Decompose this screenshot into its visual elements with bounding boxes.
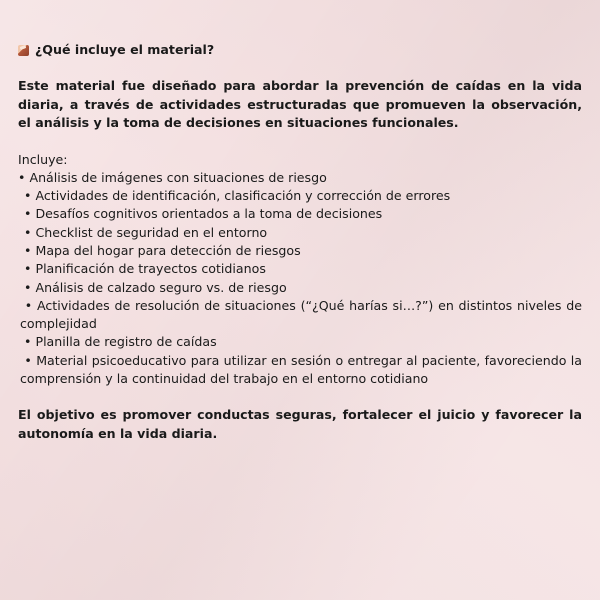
section-heading — [18, 41, 582, 59]
bullet: • — [24, 352, 32, 368]
bullet: • — [24, 206, 32, 222]
document-body — [18, 41, 582, 443]
heading-text: ¿Qué incluye el material? — [35, 42, 215, 57]
list-item: • Material psicoeducativo para utilizar en sesión o entregar al paciente, favoreciendo la comprensión y la continuidad del trabajo en el entorno cotidiano — [20, 352, 582, 387]
list-item: • Análisis de imágenes con situaciones de riesgo — [18, 169, 327, 185]
bullet: • — [24, 188, 32, 204]
bullet: • — [24, 297, 33, 313]
bullet: • — [24, 242, 32, 258]
list-item: • Actividades de resolución de situaciones (“¿Qué harías si…?”) en distintos niveles de complejidad — [20, 297, 582, 332]
list-item: • Planificación de trayectos cotidianos — [24, 261, 266, 277]
list-item: • Desafíos cognitivos orientados a la toma de decisiones — [24, 206, 383, 222]
intro-paragraph: Este material fue diseñado para abordar la prevención de caídas en la vida diaria, a través de actividades estructuradas que promueven la observación, el análisis y la toma de decisiones en situaciones funcionales. — [18, 78, 582, 130]
objective-paragraph: El objetivo es promover conductas seguras, fortalecer el juicio y favorecer la autonomía en la vida diaria. — [18, 407, 582, 441]
list-item: • Planilla de registro de caídas — [24, 334, 217, 350]
spacer — [18, 388, 582, 406]
list-item: • Análisis de calzado seguro vs. de riesgo — [24, 279, 287, 295]
list-item: • Mapa del hogar para detección de riesgos — [24, 242, 301, 258]
bullet: • — [24, 224, 32, 240]
bullet: • — [24, 279, 32, 295]
bullet: • — [18, 169, 26, 185]
bullet: • — [24, 334, 32, 350]
list-item: • Actividades de identificación, clasificación y corrección de errores — [24, 188, 451, 204]
includes-list — [18, 169, 582, 389]
includes-label: Incluye: — [18, 151, 68, 167]
list-item: • Checklist de seguridad en el entorno — [24, 224, 268, 240]
bullet: • — [24, 261, 32, 277]
package-box-icon — [18, 45, 29, 56]
